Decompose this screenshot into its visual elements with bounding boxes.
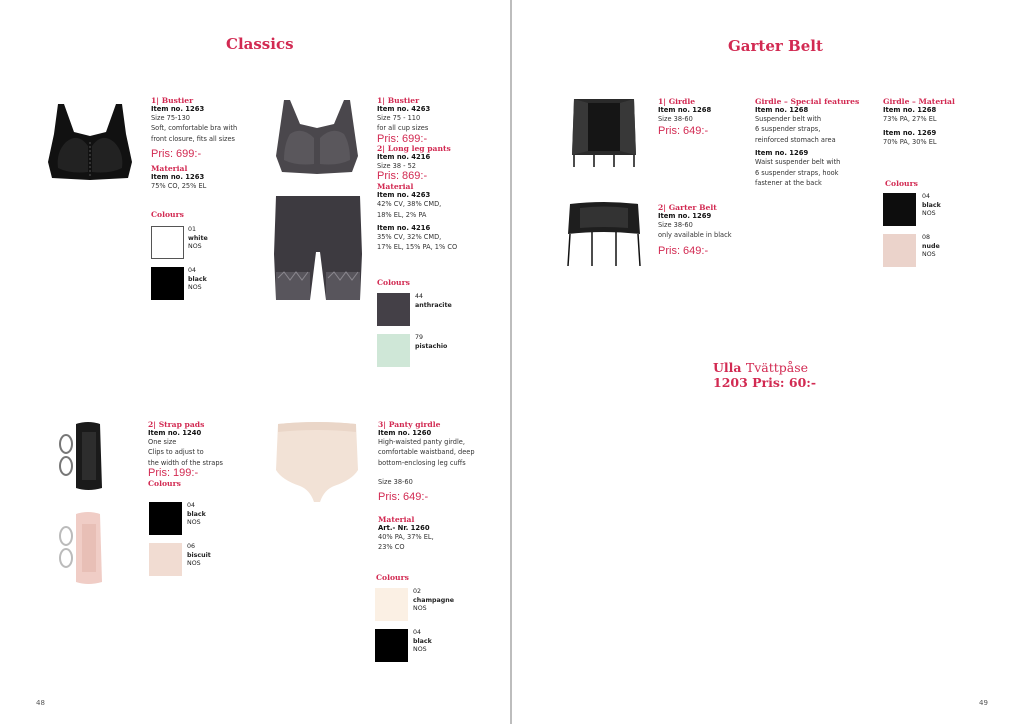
page-number: 48 xyxy=(36,699,45,707)
material-composition: 75% CO, 25% EL xyxy=(151,182,207,191)
material-composition: 73% PA, 27% EL xyxy=(883,115,937,123)
product-heading: 2| Long leg pants xyxy=(377,143,451,153)
price: Pris: 649:- xyxy=(658,125,709,138)
description-line: One size xyxy=(148,438,177,446)
ulla-price: 1203 Pris: 60:- xyxy=(713,375,817,390)
bustier-black-image xyxy=(44,102,136,182)
material-heading: Material xyxy=(378,514,415,524)
material-item-number: Item no. 4216 xyxy=(377,224,431,233)
girdle-image xyxy=(564,97,644,169)
colour-swatch-black xyxy=(149,502,182,535)
item-number: Item no. 1268 xyxy=(755,106,809,114)
description-line: High-waisted panty girdle, xyxy=(378,438,465,446)
product-girdle xyxy=(658,97,711,137)
description-line: for all cup sizes xyxy=(377,124,429,133)
item-number: Item no. 1260 xyxy=(378,429,432,437)
colour-label: 04 black NOS xyxy=(413,629,432,654)
colours-heading: Colours xyxy=(376,573,409,582)
page-title: Classics xyxy=(226,35,294,53)
colour-swatch-black xyxy=(883,193,916,226)
description-line: bottom-enclosing leg cuffs xyxy=(378,458,466,467)
description-line: front closure, fits all sizes xyxy=(151,134,235,143)
material-composition: 18% EL, 2% PA xyxy=(377,210,427,219)
description-line: Size 38-60 xyxy=(658,221,693,229)
material-composition: 40% PA, 37% EL, xyxy=(378,532,434,541)
product-heading: 1| Bustier xyxy=(151,96,194,105)
price: Pris: 699:- xyxy=(377,132,428,145)
panty-girdle-image xyxy=(272,420,362,504)
product-heading: 1| Girdle xyxy=(658,97,696,106)
ulla-wash-bag-offer xyxy=(713,360,816,390)
special-features-heading: Girdle – Special features xyxy=(755,97,860,106)
description-line: Size 38 - 52 xyxy=(377,161,416,170)
garter-belt-image xyxy=(558,200,650,270)
product-heading: 1| Bustier xyxy=(377,96,420,105)
material-heading: Material xyxy=(377,182,414,192)
material-composition: 42% CV, 38% CMD, xyxy=(377,200,442,209)
colour-swatch-white xyxy=(151,226,184,259)
material-composition: 17% EL, 15% PA, 1% CO xyxy=(377,243,458,252)
colour-swatch-pistachio xyxy=(377,334,410,367)
ulla-brand: Ulla xyxy=(713,360,742,375)
page-title: Garter Belt xyxy=(728,37,823,55)
strap-pads-biscuit-image xyxy=(56,510,104,586)
description-line: comfortable waistband, deep xyxy=(378,448,475,457)
product-bustier-1263 xyxy=(151,96,237,192)
material-item-number: Art.- Nr. 1260 xyxy=(378,523,430,532)
material-item-number: Item no. 4263 xyxy=(377,191,431,200)
material-heading: Girdle – Material xyxy=(883,97,955,106)
item-number: Item no. 4216 xyxy=(377,152,431,161)
item-number: Item no. 1268 xyxy=(658,106,712,114)
colour-swatch-champagne xyxy=(375,588,408,621)
description-line: Size 75 - 110 xyxy=(377,114,421,122)
colour-label: 79 pistachio xyxy=(415,334,448,350)
material-item-number: Item no. 1263 xyxy=(151,173,205,182)
colour-swatch-black xyxy=(151,267,184,300)
right-page xyxy=(512,0,1024,724)
colour-label: 08 nude NOS xyxy=(922,234,940,259)
description-line: the width of the straps xyxy=(148,458,223,467)
item-number: Item no. 1263 xyxy=(151,105,205,113)
colour-label: 01 white NOS xyxy=(188,226,208,251)
page-number: 49 xyxy=(979,699,988,707)
colours-heading: Colours xyxy=(151,210,184,219)
special-features xyxy=(755,97,859,188)
price: Pris: 699:- xyxy=(151,148,202,161)
colour-label: 02 champagne NOS xyxy=(413,588,455,613)
description-line: Size 38-60 xyxy=(658,115,693,123)
colour-label: 04 black NOS xyxy=(188,267,207,292)
size-line: Size 38-60 xyxy=(378,478,413,487)
price: Pris: 649:- xyxy=(378,490,429,503)
product-garter-belt xyxy=(658,203,732,257)
ulla-product: Tvättpåse xyxy=(745,360,809,375)
colours-heading: Colours xyxy=(148,479,181,489)
feature-line: 6 suspender straps, xyxy=(755,125,821,134)
colour-label: 06 biscuit NOS xyxy=(187,543,211,568)
colours-heading: Colours xyxy=(885,179,918,188)
product-strap-pads xyxy=(148,420,223,488)
strap-pads-black-image xyxy=(56,420,104,492)
product-heading: 2| Strap pads xyxy=(148,420,205,429)
description-line: only available in black xyxy=(658,231,732,240)
description-line: Clips to adjust to xyxy=(148,448,204,457)
colour-swatch-black xyxy=(375,629,408,662)
product-panty-girdle xyxy=(378,420,475,552)
description-line: Size 75-130 xyxy=(151,114,190,122)
price: Pris: 199:- xyxy=(148,467,199,480)
description-line: Soft, comfortable bra with xyxy=(151,124,238,133)
material-composition: 70% PA, 30% EL xyxy=(883,138,937,147)
colour-swatch-nude xyxy=(883,234,916,267)
girdle-material xyxy=(883,97,955,148)
price: Pris: 649:- xyxy=(658,244,709,257)
feature-line: fastener at the back xyxy=(755,179,822,188)
feature-line: reinforced stomach area xyxy=(755,135,836,144)
feature-line: 6 suspender straps, hook xyxy=(755,168,839,177)
material-item-number: Item no. 1269 xyxy=(883,129,937,138)
colour-swatch-anthracite xyxy=(377,293,410,326)
bustier-anthracite-image xyxy=(272,98,362,176)
product-heading: 3| Panty girdle xyxy=(378,420,441,429)
material-heading: Material xyxy=(151,164,188,174)
long-leg-pants-image xyxy=(272,194,364,304)
colour-label: 04 black NOS xyxy=(187,502,206,527)
feature-line: Waist suspender belt with xyxy=(755,158,841,167)
colour-label: 44 anthracite xyxy=(415,293,452,309)
colour-swatch-biscuit xyxy=(149,543,182,576)
feature-line: Suspender belt with xyxy=(755,115,822,123)
material-composition: 35% CV, 32% CMD, xyxy=(377,233,442,242)
price: Pris: 869:- xyxy=(377,170,428,183)
left-page xyxy=(0,0,510,724)
colour-label: 04 black NOS xyxy=(922,193,941,218)
material-item-number: Item no. 1268 xyxy=(883,106,937,114)
product-heading: 2| Garter Belt xyxy=(658,203,717,212)
product-bustier-4263 xyxy=(377,96,457,253)
colours-heading: Colours xyxy=(377,278,410,287)
item-number: Item no. 4263 xyxy=(377,105,431,113)
item-number: Item no. 1269 xyxy=(755,149,809,158)
material-composition: 23% CO xyxy=(378,543,405,552)
item-number: Item no. 1269 xyxy=(658,212,712,220)
item-number: Item no. 1240 xyxy=(148,429,202,437)
